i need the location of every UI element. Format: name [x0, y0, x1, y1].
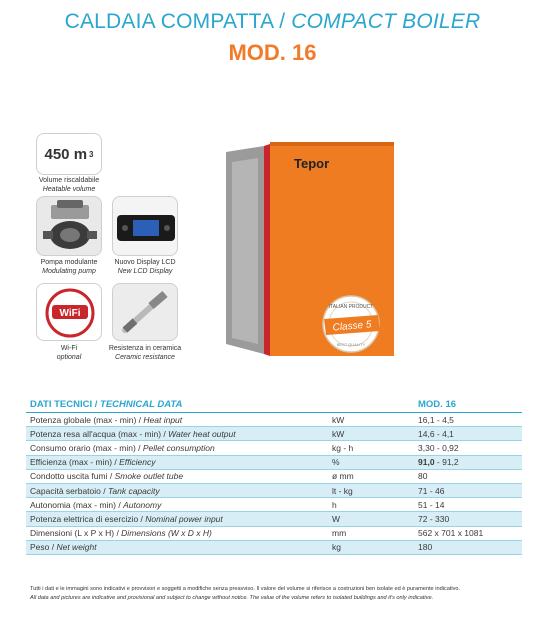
row-unit: W: [332, 513, 341, 524]
row-label: [26, 542, 332, 552]
row-unit: ø mm: [332, 471, 354, 482]
row-value-bold: 91,0: [418, 457, 435, 468]
row-label-en: Nominal power input: [145, 513, 223, 524]
volume-badge: [36, 133, 102, 175]
row-unit: h: [332, 499, 337, 510]
row-label: [26, 471, 332, 481]
volume-caption: [24, 176, 114, 194]
badge-bottom-text: BEST QUALITY: [336, 342, 366, 347]
ceramic-resistance-image: [112, 283, 178, 341]
model-title: MOD. 16: [228, 40, 317, 65]
title-italian: CALDAIA COMPATTA /: [64, 10, 292, 33]
pump-label-it: Pompa modulante: [40, 259, 98, 266]
row-value: [418, 486, 518, 496]
table-row: [26, 498, 522, 512]
technical-data-table: [26, 397, 522, 555]
row-label-it: Potenza resa all'acqua (max - min) /: [30, 428, 169, 439]
row-value-text: 71 - 46: [418, 485, 445, 496]
row-value-text: 80: [418, 471, 428, 482]
page-title: [0, 10, 545, 34]
row-label-en: Pellet consumption: [142, 442, 215, 453]
row-label-en: Dimensions (W x D x H): [121, 528, 212, 539]
row-value-text: 14,6 - 4,1: [418, 428, 454, 439]
row-unit: kg: [332, 542, 341, 553]
table-row: [26, 441, 522, 455]
row-unit: lt - kg: [332, 485, 353, 496]
row-unit: kW: [332, 428, 345, 439]
wifi-badge: [36, 283, 102, 341]
row-label-it: Dimensioni (L x P x H) /: [30, 528, 122, 539]
resistance-icon: [113, 284, 178, 341]
row-value: [418, 415, 518, 425]
row-value: [418, 443, 518, 453]
table-header: [26, 397, 522, 413]
volume-label-it: Volume riscaldabile: [38, 177, 100, 184]
row-unit: kg - h: [332, 442, 354, 453]
row-label-en: Tank capacity: [107, 485, 160, 496]
row-label: [26, 415, 332, 425]
row-label-en: Water heat output: [168, 428, 236, 439]
row-value: [418, 429, 518, 439]
row-label-en: Autonomy: [123, 499, 162, 510]
row-value-text: 562 x 701 x 1081: [418, 528, 484, 539]
class-badge: [318, 293, 384, 355]
row-label-it: Consumo orario (max - min) /: [30, 442, 143, 453]
table-row: [26, 413, 522, 427]
row-label-it: Autonomia (max - min) /: [30, 499, 124, 510]
volume-label-en: Heatable volume: [42, 186, 96, 193]
table-model-header: MOD. 16: [418, 399, 457, 410]
footnote-italian: Tutti i dati e le immagini sono indicativi e provvisori e soggetti a modifiche senza preavviso. Il valore del volume si riferisce a costruzioni ben isolate ed è puramente indicativo.: [30, 586, 461, 592]
row-value-text: 180: [418, 542, 433, 553]
row-label-it: Potenza globale (max - min) /: [30, 414, 144, 425]
row-value: [418, 457, 518, 467]
row-label: [26, 429, 332, 439]
resistance-label-en: Ceramic resistance: [115, 354, 175, 361]
footnote: [30, 585, 520, 603]
table-body: [26, 413, 522, 555]
row-value: [418, 542, 518, 552]
row-label: [26, 486, 332, 496]
pump-label-en: Modulating pump: [42, 268, 96, 275]
wifi-label-en: optional: [56, 354, 82, 361]
row-value: [418, 471, 518, 481]
wifi-icon: [37, 284, 102, 341]
lcd-caption: [100, 258, 190, 276]
row-value-text: 72 - 330: [418, 513, 450, 524]
lcd-display-icon: [113, 197, 178, 256]
pump-icon: [37, 197, 102, 256]
row-unit: kW: [332, 414, 345, 425]
table-title-en: TECHNICAL DATA: [100, 399, 183, 410]
table-row: [26, 541, 522, 555]
row-unit: %: [332, 457, 340, 468]
row-label-en: Efficiency: [119, 457, 156, 468]
row-value-text: 51 - 14: [418, 499, 445, 510]
row-value-text: 16,1 - 4,5: [418, 414, 454, 425]
table-row: [26, 484, 522, 498]
badge-top-text: ITALIAN PRODUCT: [328, 304, 374, 310]
volume-unit-sup: 3: [89, 149, 94, 159]
row-unit: mm: [332, 528, 347, 539]
row-value-text: 3,30 - 0,92: [418, 442, 459, 453]
row-label: [26, 514, 332, 524]
row-label-it: Efficienza (max - min) /: [30, 457, 120, 468]
lcd-display-image: [112, 196, 178, 256]
footnote-english: All data and pictures are indicative and provisional and subject to change without notice. The value of the volume refers to isolated buildings and it's only indicative.: [30, 595, 434, 601]
volume-value: 450 m: [44, 145, 88, 163]
row-label: [26, 443, 332, 453]
row-value-text: - 91,2: [434, 457, 459, 468]
table-title-it: DATI TECNICI /: [30, 399, 101, 410]
row-label: [26, 528, 332, 538]
row-label-it: Potenza elettrica di esercizio /: [30, 513, 146, 524]
wifi-label-it: Wi-Fi: [60, 345, 78, 352]
table-row: [26, 527, 522, 541]
table-row: [26, 427, 522, 441]
row-value: [418, 500, 518, 510]
brand-logo: Tepor: [294, 156, 330, 171]
table-row: [26, 456, 522, 470]
title-english: COMPACT BOILER: [291, 10, 481, 33]
pump-image: [36, 196, 102, 256]
row-label-en: Heat input: [143, 414, 183, 425]
badge-class-text: Classe 5: [332, 319, 372, 334]
row-value: [418, 528, 518, 538]
row-label-en: Net weight: [56, 542, 97, 553]
resistance-caption: [100, 344, 190, 362]
row-label: [26, 500, 332, 510]
table-title: [26, 399, 418, 410]
row-value: [418, 514, 518, 524]
row-label-en: Smoke outlet tube: [114, 471, 184, 482]
row-label-it: Peso /: [30, 542, 57, 553]
row-label-it: Condotto uscita fumi /: [30, 471, 115, 482]
boiler-red-edge: [264, 144, 270, 356]
lcd-label-it: Nuovo Display LCD: [114, 259, 176, 266]
lcd-label-en: New LCD Display: [117, 268, 173, 275]
resistance-label-it: Resistenza in ceramica: [108, 345, 182, 352]
table-row: [26, 512, 522, 526]
row-label: [26, 457, 332, 467]
svg-text:WiFi: WiFi: [59, 308, 81, 319]
row-label-it: Capacità serbatoio /: [30, 485, 108, 496]
table-row: [26, 470, 522, 484]
